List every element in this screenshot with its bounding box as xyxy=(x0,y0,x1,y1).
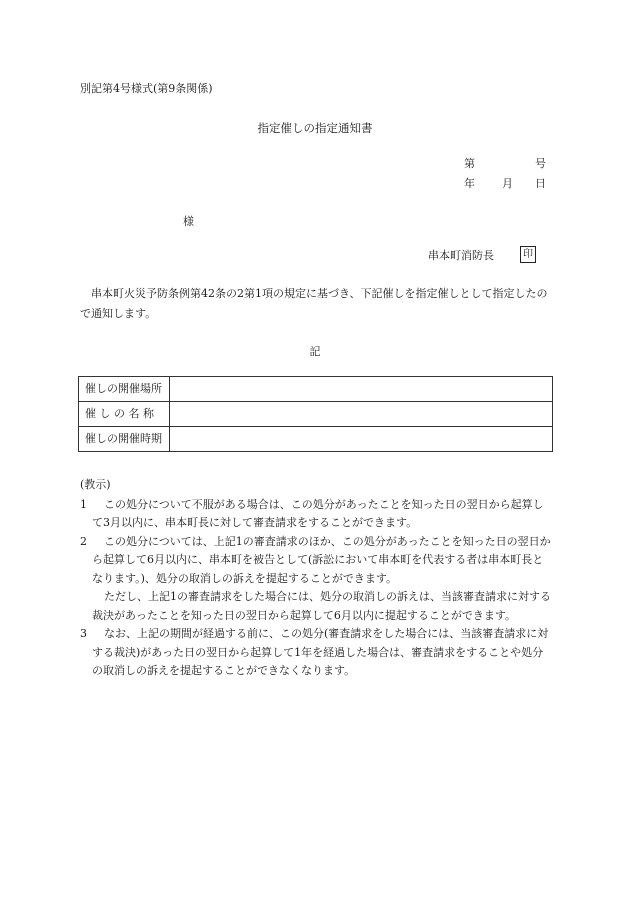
date-month: 月 xyxy=(502,177,513,190)
table-value xyxy=(170,427,553,452)
note-number: 2 xyxy=(80,534,87,548)
table-row xyxy=(79,427,553,452)
table-value xyxy=(170,377,553,402)
document-title: 指定催しの指定通知書 xyxy=(257,121,373,135)
note-text: この処分について不服がある場合は、この処分があったことを知った日の翌日から起算して3月以内に、串本町長に対して審査請求をすることができます。 xyxy=(92,497,544,529)
note-number: 3 xyxy=(80,627,87,640)
addressee: 様 xyxy=(183,215,194,228)
info-table xyxy=(78,376,553,452)
list-item xyxy=(80,533,554,626)
list-item xyxy=(80,496,554,533)
note-text: なお、上記の期間が経過する前に、この処分(審査請求をした場合には、当該審査請求に対する裁決)があった日の翌日から起算して1年を経過した場合は、審査請求をすることや処分の取消しの訴えを提起することができなくなります。 xyxy=(92,627,549,677)
number-prefix: 第 xyxy=(464,157,475,170)
table-label: 催しの開催場所 xyxy=(79,377,170,402)
issuer-name: 串本町消防長 xyxy=(428,249,494,262)
instructions-heading: (教示) xyxy=(80,478,111,491)
list-item xyxy=(80,625,554,681)
note-extra-text: ただし、上記1の審査請求をした場合には、処分の取消しの訴えは、当該審査請求に対する裁決があったことを知った日の翌日から起算して6月以内に提起することができます。 xyxy=(92,590,551,622)
number-suffix: 号 xyxy=(535,157,546,170)
date-year: 年 xyxy=(464,177,475,190)
table-label: 催しの開催時期 xyxy=(79,427,170,452)
table-row xyxy=(79,377,553,402)
instructions-section xyxy=(80,476,554,681)
table-label: 催 し の 名 称 xyxy=(79,402,170,427)
form-label: 別記第4号様式(第9条関係) xyxy=(80,82,213,95)
note-number: 1 xyxy=(80,497,87,511)
table-value xyxy=(170,402,553,427)
table-row xyxy=(79,402,553,427)
body-text: 串本町火災予防条例第42条の2第1項の規定に基づき、下記催しを指定催しとして指定したので通知します。 xyxy=(80,287,548,320)
date-day: 日 xyxy=(535,177,546,190)
seal-stamp: 印 xyxy=(520,246,536,263)
note-text: この処分については、上記1の審査請求のほか、この処分があったことを知った日の翌日から起算して6月以内に、串本町を被告として(訴訟において串本町を代表する者は串本町長となります。)、処分の取消しの訴えを提起することができます。 xyxy=(92,534,551,585)
ki-heading: 記 xyxy=(309,345,321,358)
